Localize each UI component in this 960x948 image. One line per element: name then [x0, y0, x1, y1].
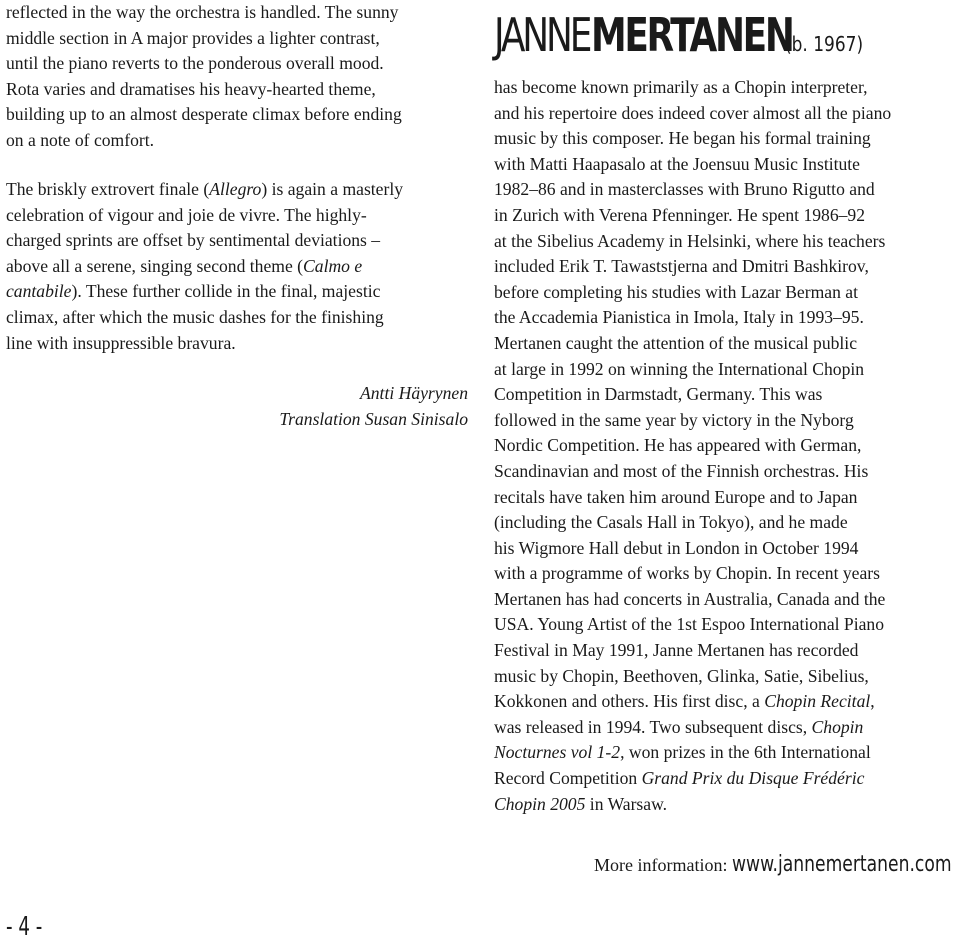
text-line: has become known primarily as a Chopin interpreter,: [494, 77, 868, 97]
text-line: Festival in May 1991, Janne Mertanen has recorded: [494, 640, 859, 661]
paragraph-program-notes-2: [6, 177, 403, 356]
text-line: his Wigmore Hall debut in London in October 1994: [494, 537, 859, 558]
artist-first-name: JANNE: [494, 8, 590, 62]
text-line: followed in the same year by victory in the Nyborg: [494, 409, 854, 430]
text-line: middle section in A major provides a lighter contrast,: [6, 27, 380, 48]
website-link[interactable]: www.jannemertanen.com: [731, 852, 952, 877]
text-line: music by Chopin, Beethoven, Glinka, Satie, Sibelius,: [494, 665, 869, 686]
italic-award-grand-prix: Grand Prix du Disque Frédéric: [641, 768, 865, 789]
text-line: the Accademia Pianistica in Imola, Italy in 1993–95.: [494, 307, 864, 328]
text-line: Scandinavian and most of the Finnish orchestras. His: [494, 460, 869, 481]
artist-heading: [494, 8, 877, 62]
text-line: music by this composer. He began his formal training: [494, 128, 871, 149]
author-signature: [279, 381, 468, 432]
text-line: was released in 1994. Two subsequent discs, Chopin: [494, 716, 864, 737]
text-line: included Erik T. Tawaststjerna and Dmitri Bashkirov,: [494, 256, 869, 277]
artist-birth-year: (b. 1967): [784, 32, 863, 56]
italic-term-calmo: Calmo e: [303, 255, 363, 276]
text-line: cantabile). These further collide in the final, majestic: [6, 281, 381, 302]
author-name: Antti Häyrynen: [360, 383, 468, 403]
text-line: in Zurich with Verena Pfenninger. He spent 1986–92: [494, 204, 866, 225]
text-line: Nocturnes vol 1-2, won prizes in the 6th International: [494, 742, 871, 763]
text-line: Competition in Darmstadt, Germany. This was: [494, 384, 823, 405]
text-line: until the piano reverts to the ponderous overall mood.: [6, 53, 384, 74]
text-line: at large in 1992 on winning the International Chopin: [494, 358, 865, 379]
paragraph-program-notes-1: [6, 0, 402, 154]
text-line: Nordic Competition. He has appeared with German,: [494, 435, 862, 456]
text-line: 1982–86 and in masterclasses with Bruno Rigutto and: [494, 179, 875, 200]
page-number: - 4 -: [6, 912, 43, 942]
text-line: with Matti Haapasalo at the Joensuu Music Institute: [494, 153, 860, 174]
text-line: at the Sibelius Academy in Helsinki, where his teachers: [494, 230, 886, 251]
text-line: charged sprints are offset by sentimental deviations –: [6, 230, 381, 251]
more-info-label: More information:: [594, 855, 728, 875]
italic-term-allegro: Allegro: [209, 179, 262, 199]
text-line: climax, after which the music dashes for the finishing: [6, 306, 384, 327]
text-line: and his repertoire does indeed cover almost all the piano: [494, 102, 892, 123]
italic-award-chopin-2005: Chopin 2005: [494, 793, 586, 814]
text-line: The briskly extrovert finale (Allegro) is again a masterly: [6, 179, 404, 199]
text-line: line with insuppressible bravura.: [6, 332, 236, 353]
italic-title-chopin-recital: Chopin Recital: [764, 691, 871, 712]
text-line: Rota varies and dramatises his heavy-hearted theme,: [6, 78, 376, 99]
text-line: Mertanen caught the attention of the musical public: [494, 332, 857, 353]
text-line: with a programme of works by Chopin. In recent years: [494, 563, 880, 584]
artist-last-name: MERTANEN: [591, 8, 793, 62]
text-line: reflected in the way the orchestra is handled. The sunny: [6, 2, 399, 22]
text-line: (including the Casals Hall in Tokyo), and he made: [494, 512, 848, 533]
text-line: USA. Young Artist of the 1st Espoo International Piano: [494, 614, 884, 635]
italic-term-cantabile: cantabile: [6, 281, 72, 302]
text-line: recitals have taken him around Europe and to Japan: [494, 486, 858, 507]
text-line: building up to an almost desperate climax before ending: [6, 104, 402, 125]
more-information: [594, 852, 960, 877]
italic-title-chopin-nocturnes: Chopin: [811, 716, 864, 737]
text-line: on a note of comfort.: [6, 129, 155, 150]
text-line: Kokkonen and others. His first disc, a Chopin Recital,: [494, 691, 875, 712]
artist-biography: [494, 75, 891, 817]
italic-title-nocturnes-vol: Nocturnes vol 1-2: [494, 742, 621, 763]
text-line: above all a serene, singing second theme (Calmo e: [6, 255, 363, 276]
text-line: celebration of vigour and joie de vivre. The highly-: [6, 204, 367, 225]
text-line: Chopin 2005 in Warsaw.: [494, 793, 668, 814]
text-line: Record Competition Grand Prix du Disque Frédéric: [494, 768, 865, 789]
text-line: before completing his studies with Lazar Berman at: [494, 281, 858, 302]
translator-credit: Translation Susan Sinisalo: [279, 408, 468, 429]
text-line: Mertanen has had concerts in Australia, Canada and the: [494, 588, 886, 609]
